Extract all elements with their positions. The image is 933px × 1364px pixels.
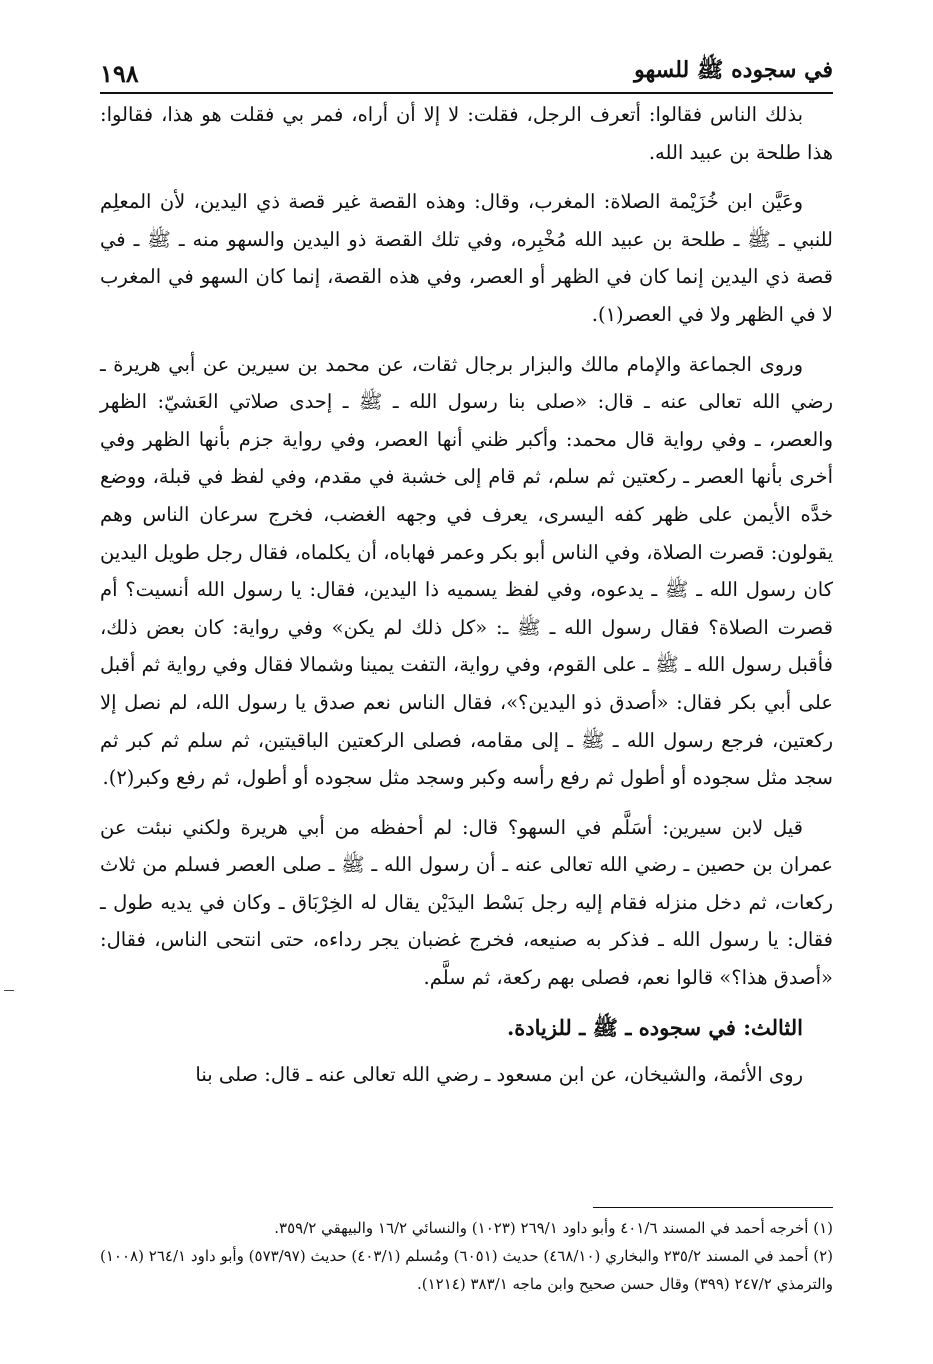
paragraph: قيل لابن سيرين: أسَلَّم في السهو؟ قال: لم أحفظه من أبي هريرة ولكني نبئت عن عمران بن حصين ـ رضي الله تعالى عنه ـ أن رسول الله ـ ﷺ ـ صلى العصر فسلم من ثلاث ركعات، ثم دخل منزله فقام إليه رجل بَسْط اليدَيْن يقال له الخِرْبَاق ـ وكان في يديه طول ـ فقال: يا رسول الله ـ فذكر به صنيعه، فخرج غضبان يجر رداءه، حتى انتحى الناس، فقال: «أصدق هذا؟» قالوا نعم، فصلى بهم ركعة، ثم سلَّم.: [100, 815, 833, 990]
footnote-divider: [593, 1207, 833, 1208]
paragraph: بذلك الناس فقالوا: أتعرف الرجل، فقلت: لا إلا أن أراه، فمر بي فقلت هو هذا، فقالوا: هذا طلحة بن عبيد الله.: [100, 103, 833, 164]
paragraph: وعَيَّن ابن خُزَيْمة الصلاة: المغرب، وقال: وهذه القصة غير قصة ذي اليدين، لأن المعلِم للنبي ـ ﷺ ـ طلحة بن عبيد الله مُخْبِره، وفي تلك القصة ذو اليدين والسهو منه ـ ﷺ ـ في قصة ذي اليدين إنما كان في الظهر أو العصر، وفي هذه القصة، إنما كان السهو في المغرب لا في الظهر ولا في العصر(١).: [100, 190, 833, 326]
footnote: (١) أخرجه أحمد في المسند ٤٠١/٦ وأبو داود ٢٦٩/١ (١٠٢٣) والنسائي ١٦/٢ والبيهقي ٣٥٩/٢.: [274, 1219, 833, 1237]
running-title: في سجوده ﷺ للسهو: [634, 57, 833, 83]
page-number: ١٩٨: [100, 59, 139, 88]
margin-mark: [4, 990, 14, 991]
page-header: [100, 48, 833, 94]
footnotes: [100, 1214, 833, 1298]
paragraph: وروى الجماعة والإمام مالك والبزار برجال ثقات، عن محمد بن سيرين عن أبي هريرة ـ رضي الله تعالى عنه ـ قال: «صلى بنا رسول الله ـ ﷺ ـ إحدى صلاتي العَشيّ: الظهر والعصر، ـ وفي رواية قال محمد: وأكبر ظني أنها العصر، وفي رواية جزم بأنها الظهر وفي أخرى بأنها العصر ـ ركعتين ثم سلم، ثم قام إلى خشبة في مقدم، وفي لفظ في قبلة، ووضع خدَّه الأيمن على ظهر كفه اليسرى، يعرف في وجهه الغضب، فخرج سرعان الناس وهم يقولون: قصرت الصلاة، وفي الناس أبو بكر وعمر فهاباه، أن يكلماه، فقال رجل طويل اليدين كان رسول الله ـ ﷺ ـ يدعوه، وفي لفظ يسميه ذا اليدين، فقال: يا رسول الله أنسيت؟ أم قصرت الصلاة؟ فقال رسول الله ـ ﷺ ـ: «كل ذلك لم يكن» وفي رواية: كان بعض ذلك، فأقبل رسول الله ـ ﷺ ـ على القوم، وفي رواية، التفت يمينا وشمالا فقال وفي رواية ثم أقبل على أبي بكر فقال: «أصدق ذو اليدين؟»، فقال الناس نعم صدق يا رسول الله، لم نصل إلا ركعتين، فرجع رسول الله ـ ﷺ ـ إلى مقامه، فصلى الركعتين الباقيتين، ثم سلم ثم كبر ثم سجد مثل سجوده أو أطول ثم رفع رأسه وكبر وسجد مثل سجوده أو أطول، ثم رفع وكبر(٢).: [100, 352, 833, 790]
paragraph: روى الأئمة، والشيخان، عن ابن مسعود ـ رضي الله تعالى عنه ـ قال: صلى بنا: [195, 1063, 803, 1087]
footnote: (٢) أحمد في المسند ٢٣٥/٢ والبخاري (٤٦٨/١٠) حديث (٦٠٥١) ومُسلم (٤٠٣/١) حديث (٥٧٣/٩٧) وأبو داود ٢٦٤/١ (١٠٠٨) والترمذي ٢٤٧/٢ (٣٩٩) وقال حسن صحيح وابن ماجه ٣٨٣/١ (١٢١٤).: [100, 1247, 834, 1293]
main-text: [100, 96, 833, 1106]
section-heading: الثالث: في سجوده ـ ﷺ ـ للزيادة.: [506, 1014, 803, 1040]
